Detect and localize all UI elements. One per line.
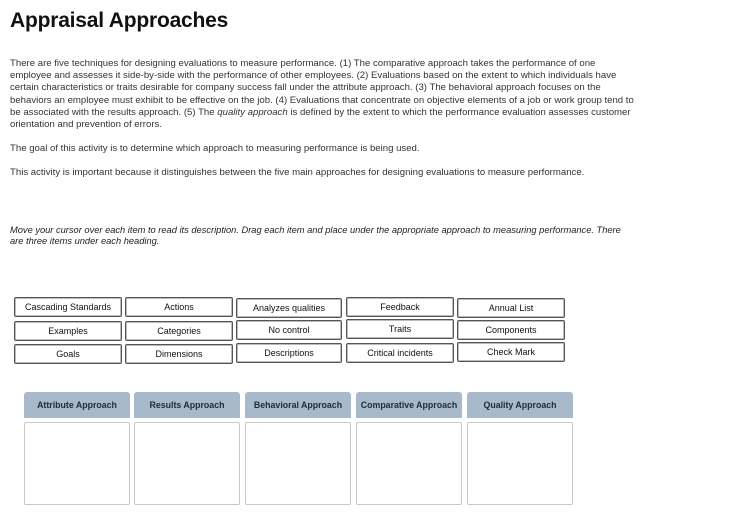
- drop-zone-attribute[interactable]: [24, 422, 130, 505]
- drag-item[interactable]: Check Mark: [457, 342, 565, 362]
- drag-item[interactable]: Examples: [14, 321, 122, 341]
- drop-zone-results[interactable]: [134, 422, 240, 505]
- intro-text: There are five techniques for designing evaluations to measure performance. (1) The comparative approach takes the performance of one employee and assesses it side-by-side with the performance of other employees. (2) Evaluations based on the extent to which individuals have certain characteristics or traits desirable for company success fall under the attribute approach. (3) The behavioral approach focuses on the behaviors an employee must exhibit to be effective on the job. (4) Evaluations that concentrate on objective elements of a job or work group tend to be associated with the results approach. (5) The: [10, 58, 634, 118]
- drag-item[interactable]: Goals: [14, 344, 122, 364]
- drag-item[interactable]: Dimensions: [125, 344, 233, 364]
- drag-item[interactable]: Descriptions: [236, 343, 342, 363]
- instructions: Move your cursor over each item to read its description. Drag each item and place under the appropriate approach to measuring performance. There are three items under each heading.: [10, 225, 621, 246]
- drag-item[interactable]: Traits: [346, 319, 454, 339]
- drag-item[interactable]: Annual List: [457, 298, 565, 318]
- drop-zone-behavioral[interactable]: [245, 422, 351, 505]
- drag-item[interactable]: Analyzes qualities: [236, 298, 342, 318]
- zone-header-comparative: Comparative Approach: [356, 392, 462, 418]
- goal-paragraph: The goal of this activity is to determine which approach to measuring performance is being used.: [10, 143, 420, 154]
- drop-zone-quality[interactable]: [467, 422, 573, 505]
- zone-header-quality: Quality Approach: [467, 392, 573, 418]
- drag-item[interactable]: No control: [236, 320, 342, 340]
- drag-item[interactable]: Components: [457, 320, 565, 340]
- drag-item[interactable]: Feedback: [346, 297, 454, 317]
- drag-item[interactable]: Actions: [125, 297, 233, 317]
- drop-zone-comparative[interactable]: [356, 422, 462, 505]
- drag-item[interactable]: Categories: [125, 321, 233, 341]
- intro-text-end: is defined by the extent to which the performance evaluation assesses customer orientation and prevention of errors.: [10, 106, 631, 131]
- drag-item[interactable]: Cascading Standards: [14, 297, 122, 317]
- intro-paragraph: [10, 58, 635, 131]
- zone-header-results: Results Approach: [134, 392, 240, 418]
- importance-paragraph: This activity is important because it distinguishes between the five main approaches for designing evaluations to measure performance.: [10, 167, 585, 178]
- zone-header-behavioral: Behavioral Approach: [245, 392, 351, 418]
- drag-item[interactable]: Critical incidents: [346, 343, 454, 363]
- intro-emphasis: quality approach: [217, 106, 288, 118]
- zone-header-attribute: Attribute Approach: [24, 392, 130, 418]
- page-title: Appraisal Approaches: [10, 9, 229, 32]
